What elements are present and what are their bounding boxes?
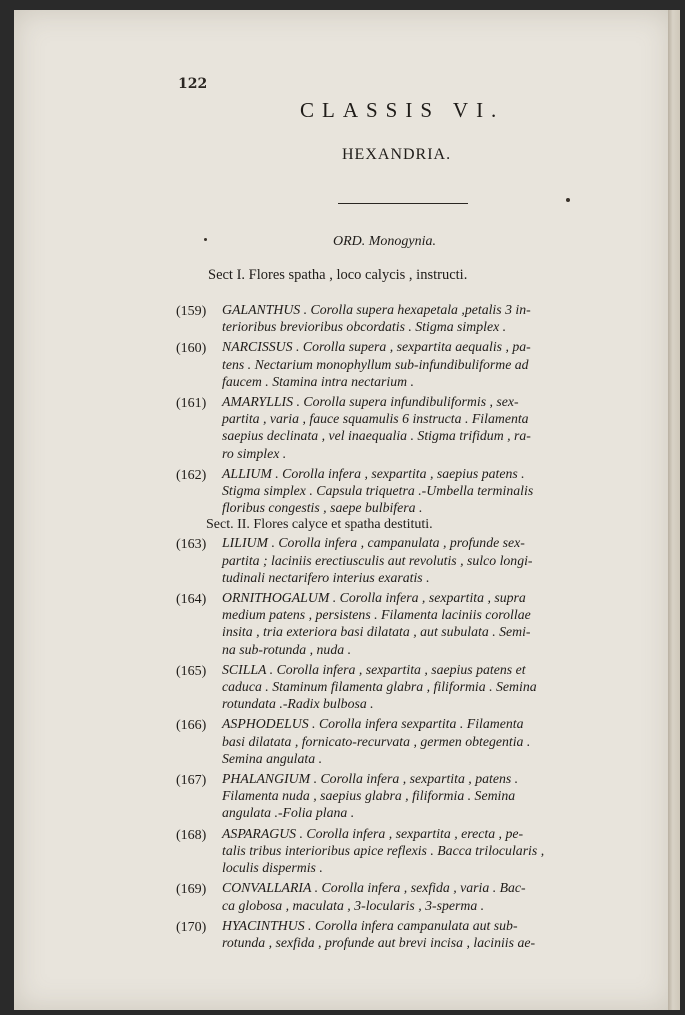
genus-entry (176, 825, 642, 877)
genus-entry (176, 917, 642, 951)
entry-number: (167) (176, 773, 207, 789)
genus-entry (176, 770, 642, 822)
genus-entry (176, 465, 642, 517)
entry-text (222, 393, 642, 462)
entry-line: Filamenta nuda , saepius glabra , filiformia . Semina (222, 788, 516, 804)
entry-text (222, 770, 642, 822)
entry-line: CONVALLARIA . Corolla infera , sexfida , varia . Bac- (222, 880, 526, 896)
genus-entry (176, 338, 642, 390)
genus-entry (176, 589, 642, 658)
entry-number: (159) (176, 304, 207, 319)
entry-line: basi dilatata , fornicato-recurvata , germen obtegentia . (222, 733, 531, 749)
entry-line: talis tribus interioribus apice reflexis . Bacca trilocularis , (222, 842, 545, 858)
entry-line: partita ; laciniis erectiusculis aut revolutis , sulco longi- (222, 552, 533, 568)
order-heading: ORD. Monogynia. (333, 234, 437, 249)
genera-list (176, 301, 642, 951)
entry-line: caduca . Staminum filamenta glabra , filiformia . Semina (222, 679, 537, 695)
entry-text (222, 338, 642, 390)
ink-spot (566, 198, 570, 202)
section-heading-1: Sect I. Flores spatha , loco calycis , instructi. (208, 267, 468, 283)
entry-line: Stigma simplex . Capsula triquetra .-Umbella terminalis (222, 483, 534, 499)
entry-line: ro simplex . (222, 445, 287, 461)
entry-line: faucem . Stamina intra nectarium . (222, 373, 414, 389)
entry-line: Semina angulata . (222, 750, 323, 766)
entry-line: loculis dispermis . (222, 860, 323, 876)
entry-text (222, 465, 642, 517)
genus-entry (176, 534, 642, 586)
genus-entry (176, 301, 642, 335)
entry-text (222, 301, 642, 335)
entry-number: (161) (176, 396, 207, 412)
genus-entry (176, 661, 642, 713)
entry-number: (163) (176, 537, 207, 553)
ink-spot (204, 238, 207, 241)
genera-group-1 (176, 301, 642, 516)
entry-line: ALLIUM . Corolla infera , sexpartita , saepius patens . (222, 465, 525, 481)
entry-line: partita , varia , fauce squamulis 6 instructa . Filamenta (222, 411, 529, 427)
entry-line: na sub-rotunda , nuda . (222, 641, 352, 657)
entry-number: (168) (176, 827, 207, 843)
entry-line: AMARYLLIS . Corolla supera infundibuliformis , sex- (222, 394, 519, 410)
entry-text (222, 661, 642, 713)
entry-line: GALANTHUS . Corolla supera hexapetala ,petalis 3 in- (222, 302, 531, 317)
entry-line: insita , tria exteriora basi dilatata , aut subulata . Semi- (222, 624, 531, 640)
entry-line: saepius declinata , vel inaequalia . Stigma trifidum , ra- (222, 428, 531, 444)
genera-group-2 (176, 534, 642, 951)
entry-text (222, 715, 642, 767)
entry-line: terioribus brevioribus obcordatis . Stigma simplex . (222, 319, 507, 335)
entry-line: LILIUM . Corolla infera , campanulata , profunde sex- (222, 535, 525, 551)
entry-text (222, 534, 642, 586)
section-heading-2: Sect. II. Flores calyce et spatha destituti. (206, 517, 433, 533)
divider-rule (338, 203, 468, 204)
genus-entry (176, 393, 642, 462)
entry-number: (169) (176, 882, 207, 898)
entry-line: rotunda , sexfida , profunde aut brevi incisa , laciniis ae- (222, 934, 536, 950)
entry-line: tens . Nectarium monophyllum sub-infundibuliforme ad (222, 356, 529, 372)
entry-line: angulata .-Folia plana . (222, 805, 355, 821)
entry-number: (164) (176, 592, 207, 608)
entry-line: rotundata .-Radix bulbosa . (222, 696, 374, 712)
entry-line: ASPHODELUS . Corolla infera sexpartita . Filamenta (222, 716, 524, 732)
entry-line: HYACINTHUS . Corolla infera campanulata aut sub- (222, 917, 518, 933)
entry-line: medium patens , persistens . Filamenta laciniis corollae (222, 607, 531, 623)
entry-line: floribus congestis , saepe bulbifera . (222, 500, 423, 516)
entry-line: ORNITHOGALUM . Corolla infera , sexpartita , supra (222, 590, 526, 606)
entry-number: (166) (176, 718, 207, 734)
entry-line: tudinali nectarifero interius exaratis . (222, 569, 430, 585)
class-heading: CLASSIS VI. (300, 98, 505, 122)
entry-line: ca globosa , maculata , 3-locularis , 3-sperma . (222, 897, 485, 913)
entry-text (222, 917, 642, 951)
entry-number: (162) (176, 467, 207, 483)
page-edge (668, 10, 680, 1010)
entry-number: (170) (176, 919, 207, 935)
class-subtitle: HEXANDRIA. (342, 146, 452, 163)
genus-entry (176, 879, 642, 913)
entry-text (222, 879, 642, 913)
entry-line: NARCISSUS . Corolla supera , sexpartita aequalis , pa- (222, 339, 531, 355)
entry-line: PHALANGIUM . Corolla infera , sexpartita , patens . (222, 771, 519, 787)
entry-line: ASPARAGUS . Corolla infera , sexpartita , erecta , pe- (222, 825, 524, 841)
entry-number: (165) (176, 663, 207, 679)
entry-line: SCILLA . Corolla infera , sexpartita , saepius patens et (222, 661, 526, 677)
page-number: 122 (178, 76, 208, 92)
genus-entry (176, 715, 642, 767)
entry-text (222, 589, 642, 658)
entry-text (222, 825, 642, 877)
entry-number: (160) (176, 341, 207, 357)
